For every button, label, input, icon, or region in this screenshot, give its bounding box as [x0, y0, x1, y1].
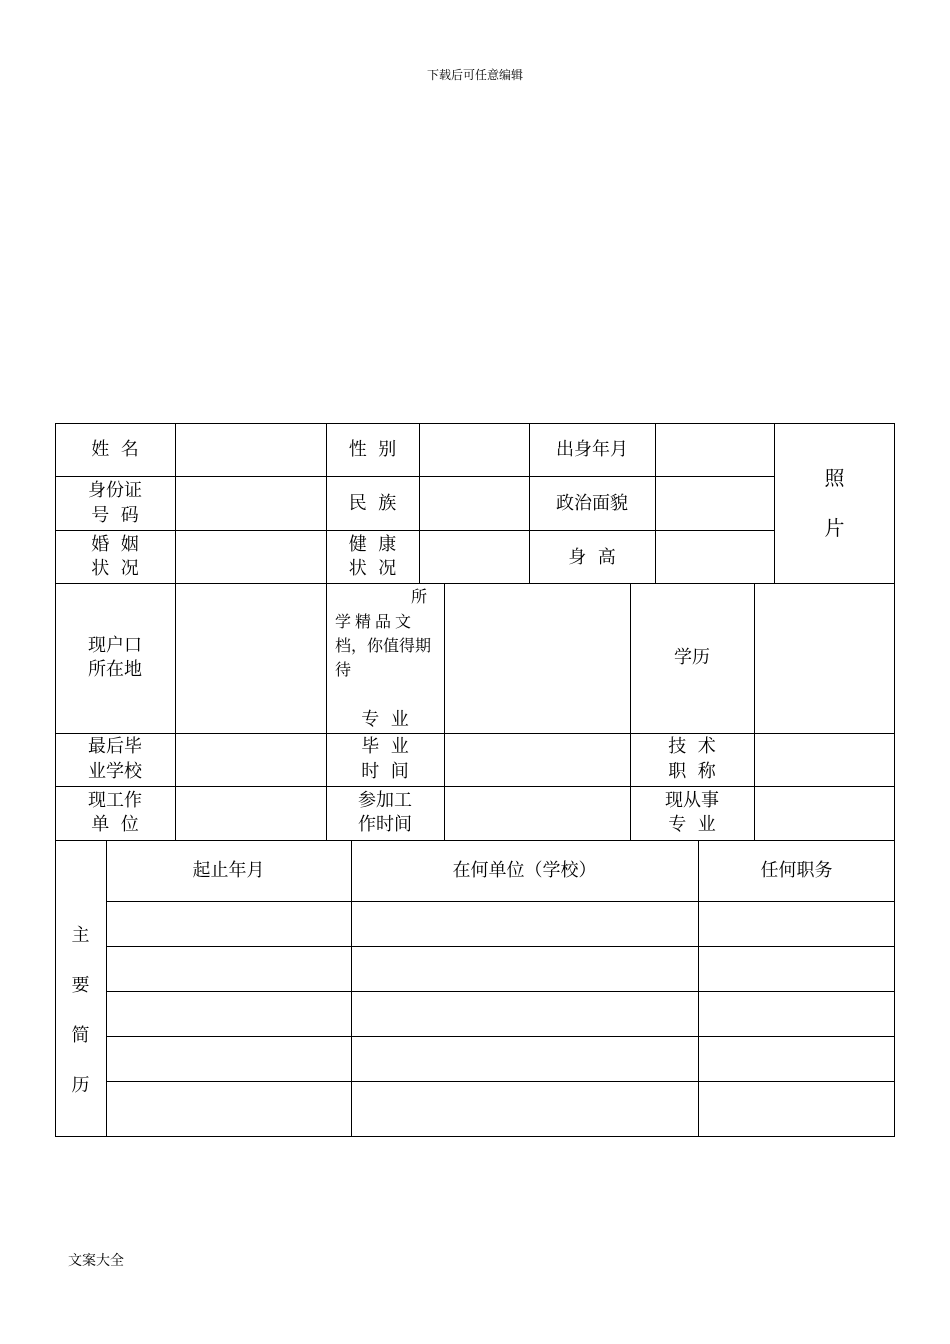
resume-label-1: 主 — [71, 925, 90, 946]
school-label-2: 业学校 — [88, 761, 142, 782]
page-footer: 文案大全 — [68, 1253, 124, 1269]
school-label-1: 最后毕 — [88, 736, 142, 757]
resume-label-3: 简 — [71, 1025, 90, 1046]
grad-label-2: 时 间 — [361, 761, 409, 782]
major-label: 专 业 — [361, 709, 409, 730]
work-label-2: 单 位 — [91, 814, 139, 835]
work-label-1: 现工作 — [88, 790, 142, 811]
residence-label-2: 所在地 — [88, 659, 142, 680]
col-position-header: 任何职务 — [760, 860, 833, 881]
grad-label-1: 毕 业 — [361, 736, 409, 757]
photo-label-bottom: 片 — [824, 516, 845, 540]
resume-label-2: 要 — [71, 975, 90, 996]
spec-label-1: 现从事 — [665, 790, 719, 811]
join-label-1: 参加工 — [358, 790, 412, 811]
politics-label: 政治面貌 — [556, 493, 628, 514]
gender-label: 性 别 — [348, 439, 397, 460]
page-header: 下载后可任意编辑 — [426, 68, 523, 82]
watermark-text-3: 档，你值得期 — [335, 636, 432, 655]
col-period-header: 起止年月 — [192, 860, 265, 881]
watermark-text-1: 所 — [411, 587, 428, 606]
health-label-2: 状 况 — [348, 558, 397, 579]
id-label-1: 身份证 — [88, 480, 142, 501]
id-label-2: 号 码 — [91, 505, 139, 526]
join-label-2: 作时间 — [358, 814, 412, 835]
title-label-1: 技 术 — [668, 736, 716, 757]
watermark-text-2: 学精品文 — [335, 612, 416, 631]
health-label-1: 健 康 — [348, 534, 397, 555]
photo-label-top: 照 — [824, 466, 845, 490]
spec-label-2: 专 业 — [668, 814, 716, 835]
ethnicity-label: 民 族 — [348, 493, 397, 514]
birth-label: 出身年月 — [556, 439, 628, 460]
title-label-2: 职 称 — [668, 761, 716, 782]
name-label: 姓 名 — [91, 439, 139, 460]
residence-label-1: 现户口 — [88, 635, 142, 656]
marriage-label-1: 婚 姻 — [91, 534, 139, 555]
height-label: 身 高 — [568, 547, 616, 568]
resume-label-4: 历 — [71, 1075, 90, 1096]
education-label: 学历 — [674, 647, 710, 668]
marriage-label-2: 状 况 — [91, 558, 139, 579]
col-unit-header: 在何单位（学校） — [452, 860, 597, 881]
watermark-text-4: 待 — [335, 660, 352, 679]
